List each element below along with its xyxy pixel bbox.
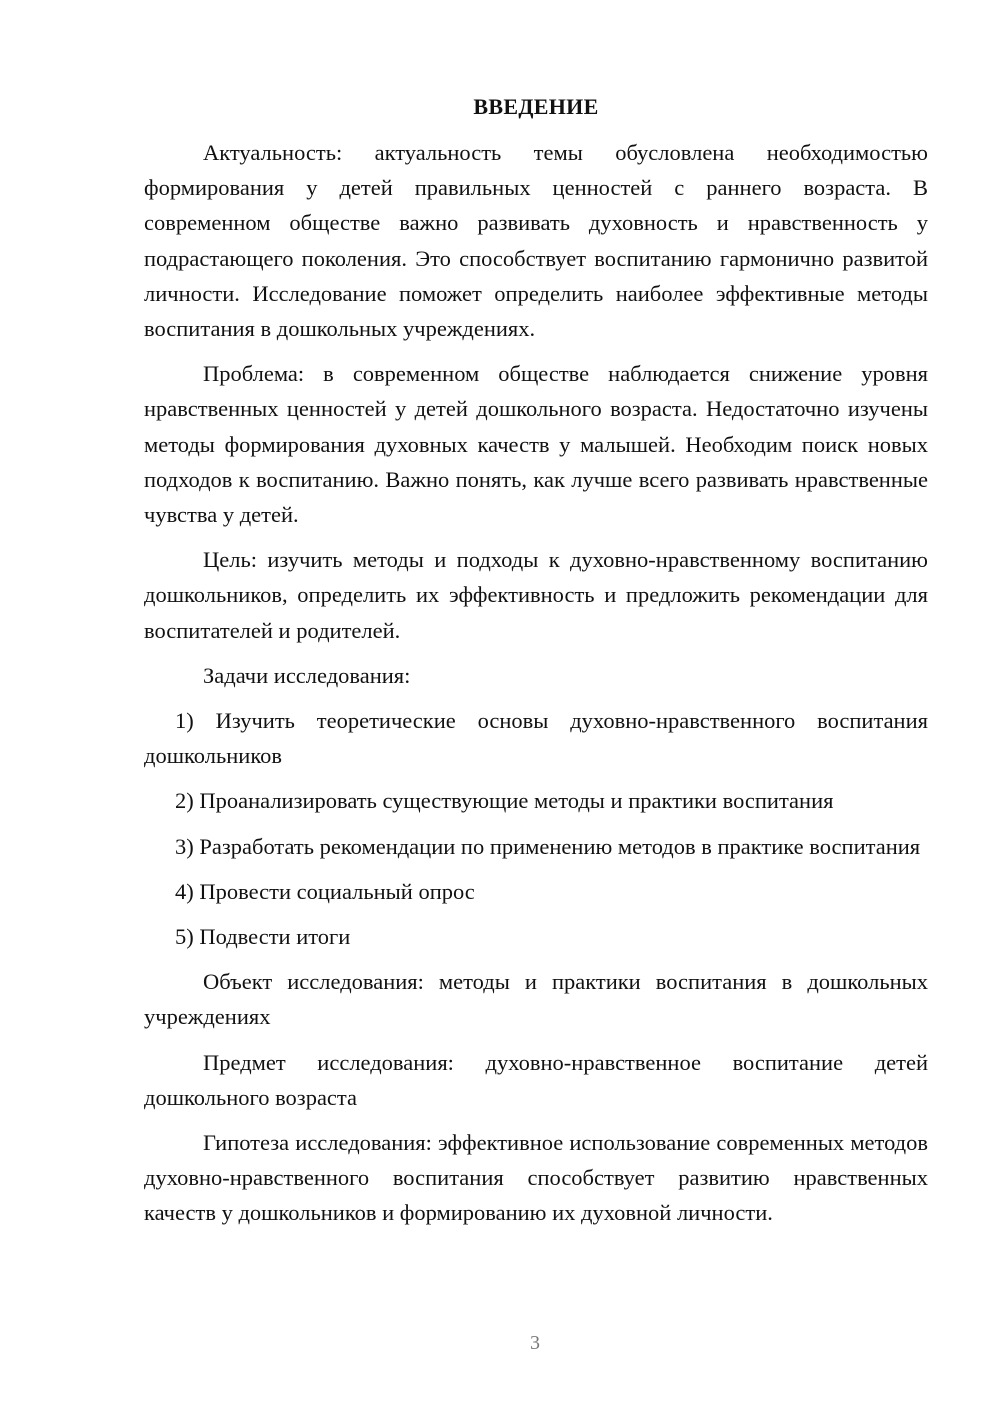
problem-paragraph: Проблема: в современном обществе наблюдается снижение уровня нравственных ценностей у детей дошкольного возраста. Недостаточно изучены методы формирования духовных качеств у малышей. Необходим поиск новых подходов к воспитанию. Важно понять, как лучше всего развивать нравственные чувства у детей. [144, 361, 928, 528]
task-item-1: 1) Изучить теоретические основы духовно-нравственного воспитания дошкольников [144, 708, 928, 769]
task-item-2: 2) Проанализировать существующие методы и практики воспитания [175, 788, 834, 814]
goal-paragraph: Цель: изучить методы и подходы к духовно-нравственному воспитанию дошкольников, определить их эффективность и предложить рекомендации для воспитателей и родителей. [144, 547, 928, 643]
section-title: ВВЕДЕНИЕ [473, 94, 599, 119]
page-number: 3 [530, 1332, 540, 1354]
tasks-heading: Задачи исследования: [203, 662, 411, 688]
document-page [144, 92, 928, 1241]
task-item-5: 5) Подвести итоги [175, 924, 351, 950]
task-item-4: 4) Провести социальный опрос [175, 878, 475, 904]
task-item-3: 3) Разработать рекомендации по применению методов в практике воспитания [175, 833, 921, 859]
hypothesis-paragraph: Гипотеза исследования: эффективное использование современных методов духовно-нравственного воспитания способствует развитию нравственных качеств у дошкольников и формированию их духовной личности. [144, 1130, 928, 1226]
relevance-paragraph: Актуальность: актуальность темы обусловлена необходимостью формирования у детей правильных ценностей с раннего возраста. В современном обществе важно развивать духовность и нравственность у подрастающего поколения. Это способствует воспитанию гармонично развитой личности. Исследование поможет определить наиболее эффективные методы воспитания в дошкольных учреждениях. [144, 140, 928, 342]
object-paragraph: Объект исследования: методы и практики воспитания в дошкольных учреждениях [144, 969, 928, 1030]
subject-paragraph: Предмет исследования: духовно-нравственное воспитание детей дошкольного возраста [144, 1049, 928, 1110]
